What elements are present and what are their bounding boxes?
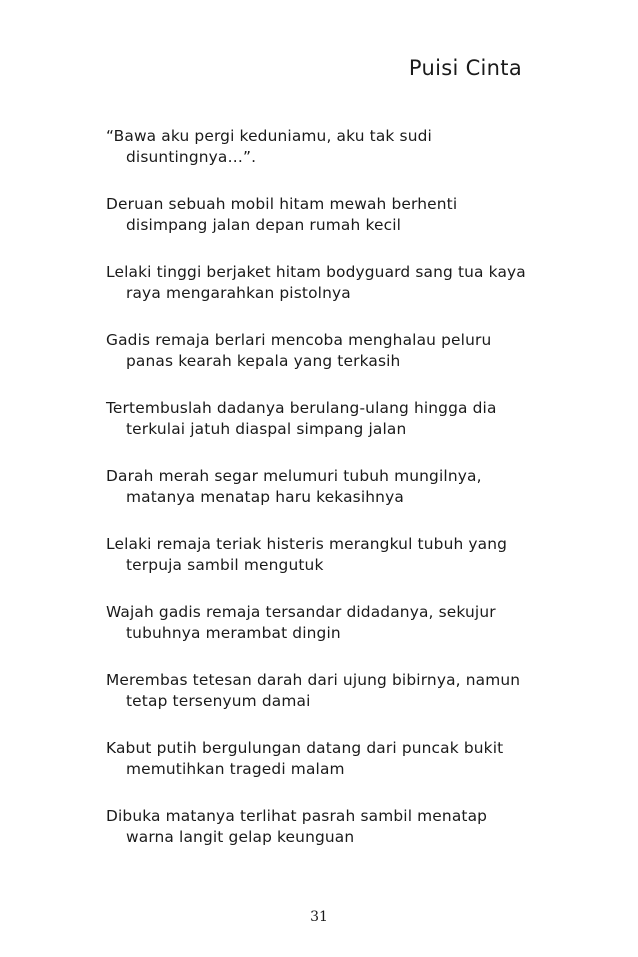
poem-body: [106, 126, 536, 874]
stanza-line: “Bawa aku pergi keduniamu, aku tak sudi: [106, 127, 432, 145]
stanza-line-continuation: terkulai jatuh diaspal simpang jalan: [126, 420, 407, 438]
stanza-8: [106, 602, 536, 644]
stanza-line-continuation: warna langit gelap keunguan: [126, 828, 355, 846]
stanza-7: [106, 534, 536, 576]
stanza-9: [106, 670, 536, 712]
stanza-line: Kabut putih bergulungan datang dari puncak bukit: [106, 739, 504, 757]
stanza-line-continuation: disimpang jalan depan rumah kecil: [126, 216, 402, 234]
stanza-line: Darah merah segar melumuri tubuh mungilnya,: [106, 467, 482, 485]
page-number: 31: [310, 909, 328, 925]
stanza-line-continuation: matanya menatap haru kekasihnya: [126, 488, 404, 506]
stanza-5: [106, 398, 536, 440]
stanza-11: [106, 806, 536, 848]
stanza-line-continuation: disuntingnya…”.: [126, 148, 257, 166]
stanza-line: Lelaki tinggi berjaket hitam bodyguard sang tua kaya: [106, 263, 526, 281]
stanza-line: Tertembuslah dadanya berulang-ulang hingga dia: [106, 399, 497, 417]
stanza-line: Wajah gadis remaja tersandar didadanya, sekujur: [106, 603, 496, 621]
stanza-line-continuation: memutihkan tragedi malam: [126, 760, 345, 778]
stanza-10: [106, 738, 536, 780]
stanza-line-continuation: panas kearah kepala yang terkasih: [126, 352, 401, 370]
stanza-4: [106, 330, 536, 372]
stanza-line: Lelaki remaja teriak histeris merangkul tubuh yang: [106, 535, 508, 553]
stanza-line-continuation: terpuja sambil mengutuk: [126, 556, 324, 574]
stanza-line: Gadis remaja berlari mencoba menghalau peluru: [106, 331, 492, 349]
page-title: Puisi Cinta: [408, 56, 522, 80]
stanza-line: Dibuka matanya terlihat pasrah sambil menatap: [106, 807, 488, 825]
stanza-line-continuation: tetap tersenyum damai: [126, 692, 311, 710]
stanza-1: [106, 126, 536, 168]
stanza-line: Merembas tetesan darah dari ujung bibirnya, namun: [106, 671, 521, 689]
stanza-6: [106, 466, 536, 508]
stanza-line-continuation: raya mengarahkan pistolnya: [126, 284, 351, 302]
stanza-3: [106, 262, 536, 304]
stanza-line-continuation: tubuhnya merambat dingin: [126, 624, 341, 642]
stanza-2: [106, 194, 536, 236]
stanza-line: Deruan sebuah mobil hitam mewah berhenti: [106, 195, 458, 213]
